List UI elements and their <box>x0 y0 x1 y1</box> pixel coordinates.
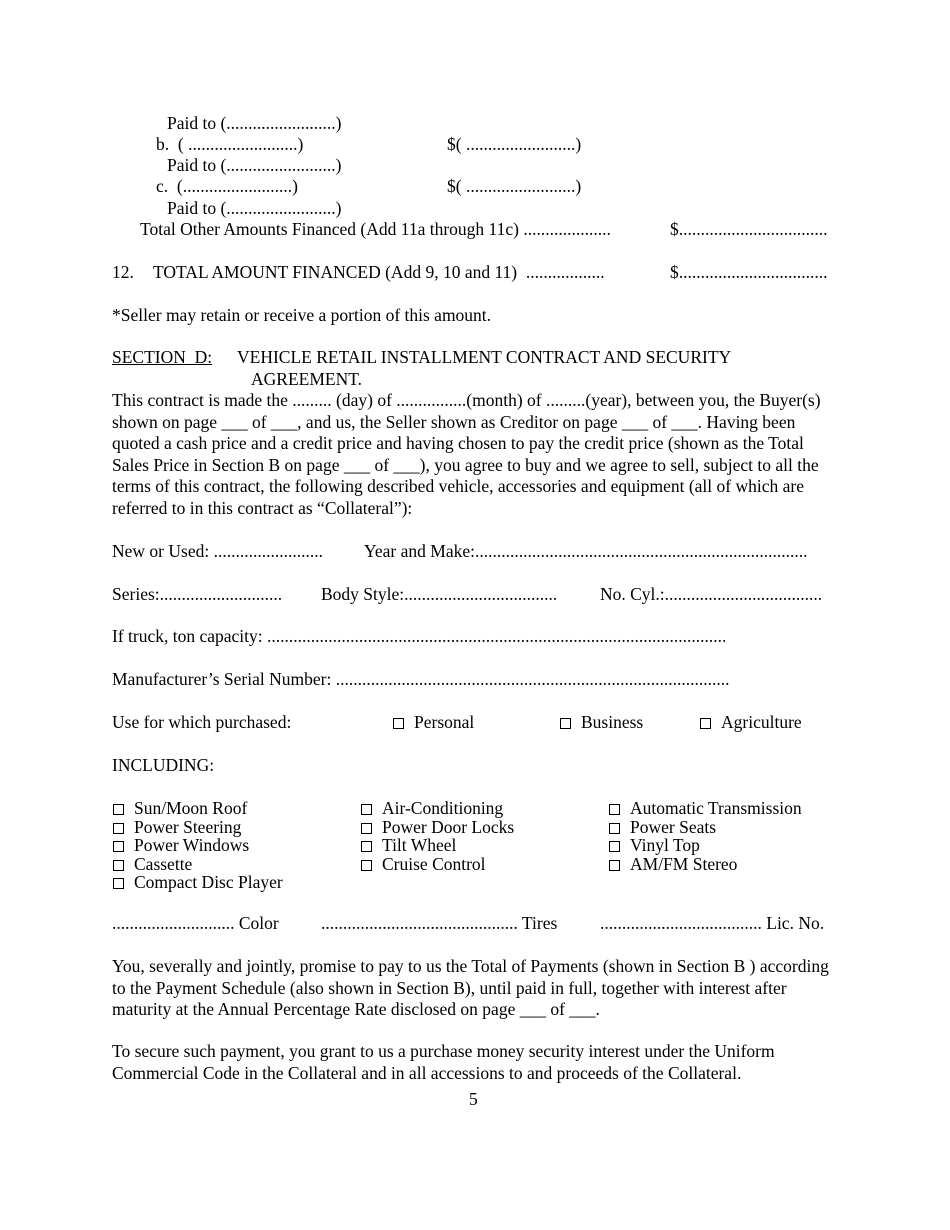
feature-sun-moon-roof[interactable]: Sun/Moon Roof <box>113 798 247 819</box>
color-field: ............................ Color <box>112 913 279 933</box>
checkbox-icon[interactable] <box>361 860 372 871</box>
use-purpose-label: Use for which purchased: <box>112 712 292 732</box>
seller-footnote: *Seller may retain or receive a portion of this amount. <box>112 305 492 325</box>
checkbox-icon[interactable] <box>361 804 372 815</box>
feature-power-seats[interactable]: Power Seats <box>609 817 716 838</box>
no-cyl-field: No. Cyl.:.................................... <box>600 584 823 604</box>
feature-automatic-transmission[interactable]: Automatic Transmission <box>609 798 802 819</box>
checkbox-icon[interactable] <box>113 860 124 871</box>
paid-to-line-a: Paid to (.........................) <box>167 113 342 133</box>
use-option-business[interactable]: Business <box>560 712 643 733</box>
section-d-title-cont: AGREEMENT. <box>251 369 362 389</box>
feature-am-fm-stereo[interactable]: AM/FM Stereo <box>609 854 737 875</box>
feature-cruise-control[interactable]: Cruise Control <box>361 854 486 875</box>
item-11b-amount: $( .........................) <box>447 134 582 154</box>
series-field: Series:............................ <box>112 584 283 604</box>
item-11c: c. (.........................) <box>156 176 298 196</box>
body-style-field: Body Style:................................... <box>321 584 558 604</box>
feature-cassette[interactable]: Cassette <box>113 854 192 875</box>
checkbox-icon[interactable] <box>361 841 372 852</box>
item-11b: b. ( .........................) <box>156 134 304 154</box>
security-interest-paragraph: To secure such payment, you grant to us a purchase money security interest under the Uniform Commercial Code in the Collateral and in all accessions to and proceeds of the Collateral. <box>112 1041 775 1083</box>
item-11c-amount: $( .........................) <box>447 176 582 196</box>
feature-air-conditioning[interactable]: Air-Conditioning <box>361 798 503 819</box>
promise-to-pay-paragraph: You, severally and jointly, promise to pay to us the Total of Payments (shown in Section B ) according to the Payment Schedule (also shown in Section B), until paid in full, together with interest after maturity at the Annual Percentage Rate disclosed on page ___ of ___. <box>112 956 829 1019</box>
truck-capacity-field: If truck, ton capacity: ......................................................................................................... <box>112 626 727 646</box>
checkbox-icon[interactable] <box>609 841 620 852</box>
paid-to-line-b: Paid to (.........................) <box>167 155 342 175</box>
total-other-amounts-label: Total Other Amounts Financed (Add 11a through 11c) .................... <box>140 219 611 239</box>
section-d-title: VEHICLE RETAIL INSTALLMENT CONTRACT AND SECURITY <box>237 347 732 367</box>
checkbox-icon[interactable] <box>609 860 620 871</box>
checkbox-icon[interactable] <box>113 841 124 852</box>
contract-intro-paragraph: This contract is made the ......... (day) of ................(month) of .........(year), between you, the Buyer(s) shown on page ___ of ___, and us, the Seller shown as Creditor on page ___ of ___. Having been quoted a cash price and a credit price and having chosen to pay the credit price (shown as the Total Sales Price in Section B on page ___ of ___), you agree to buy and we agree to sell, subject to all the terms of this contract, the following described vehicle, accessories and equipment (all of which are referred to in this contract as “Collateral”): <box>112 390 821 518</box>
checkbox-icon[interactable] <box>609 823 620 834</box>
checkbox-icon[interactable] <box>560 718 571 729</box>
section-d-label: SECTION D: <box>112 347 213 367</box>
checkbox-icon[interactable] <box>393 718 404 729</box>
item-12-number: 12. <box>112 262 134 282</box>
feature-power-door-locks[interactable]: Power Door Locks <box>361 817 514 838</box>
feature-power-steering[interactable]: Power Steering <box>113 817 241 838</box>
checkbox-icon[interactable] <box>113 804 124 815</box>
use-option-agriculture[interactable]: Agriculture <box>700 712 802 733</box>
use-option-personal[interactable]: Personal <box>393 712 474 733</box>
feature-compact-disc-player[interactable]: Compact Disc Player <box>113 872 283 893</box>
including-label: INCLUDING: <box>112 755 215 775</box>
license-number-field: ..................................... Lic. No. <box>600 913 825 933</box>
tires-field: ............................................. Tires <box>321 913 558 933</box>
checkbox-icon[interactable] <box>113 823 124 834</box>
checkbox-icon[interactable] <box>700 718 711 729</box>
total-amount-financed-label: TOTAL AMOUNT FINANCED (Add 9, 10 and 11) .................. <box>153 262 605 282</box>
checkbox-icon[interactable] <box>113 878 124 889</box>
checkbox-icon[interactable] <box>609 804 620 815</box>
page-number: 5 <box>469 1089 478 1109</box>
total-other-amounts-value: $.................................. <box>670 219 828 239</box>
checkbox-icon[interactable] <box>361 823 372 834</box>
serial-number-field: Manufacturer’s Serial Number: .......................................................................................... <box>112 669 730 689</box>
feature-power-windows[interactable]: Power Windows <box>113 835 249 856</box>
paid-to-line-c: Paid to (.........................) <box>167 198 342 218</box>
new-or-used-field: New or Used: ......................... <box>112 541 323 561</box>
feature-vinyl-top[interactable]: Vinyl Top <box>609 835 700 856</box>
total-amount-financed-value: $.................................. <box>670 262 828 282</box>
feature-tilt-wheel[interactable]: Tilt Wheel <box>361 835 456 856</box>
year-and-make-field: Year and Make:............................................................................ <box>364 541 808 561</box>
